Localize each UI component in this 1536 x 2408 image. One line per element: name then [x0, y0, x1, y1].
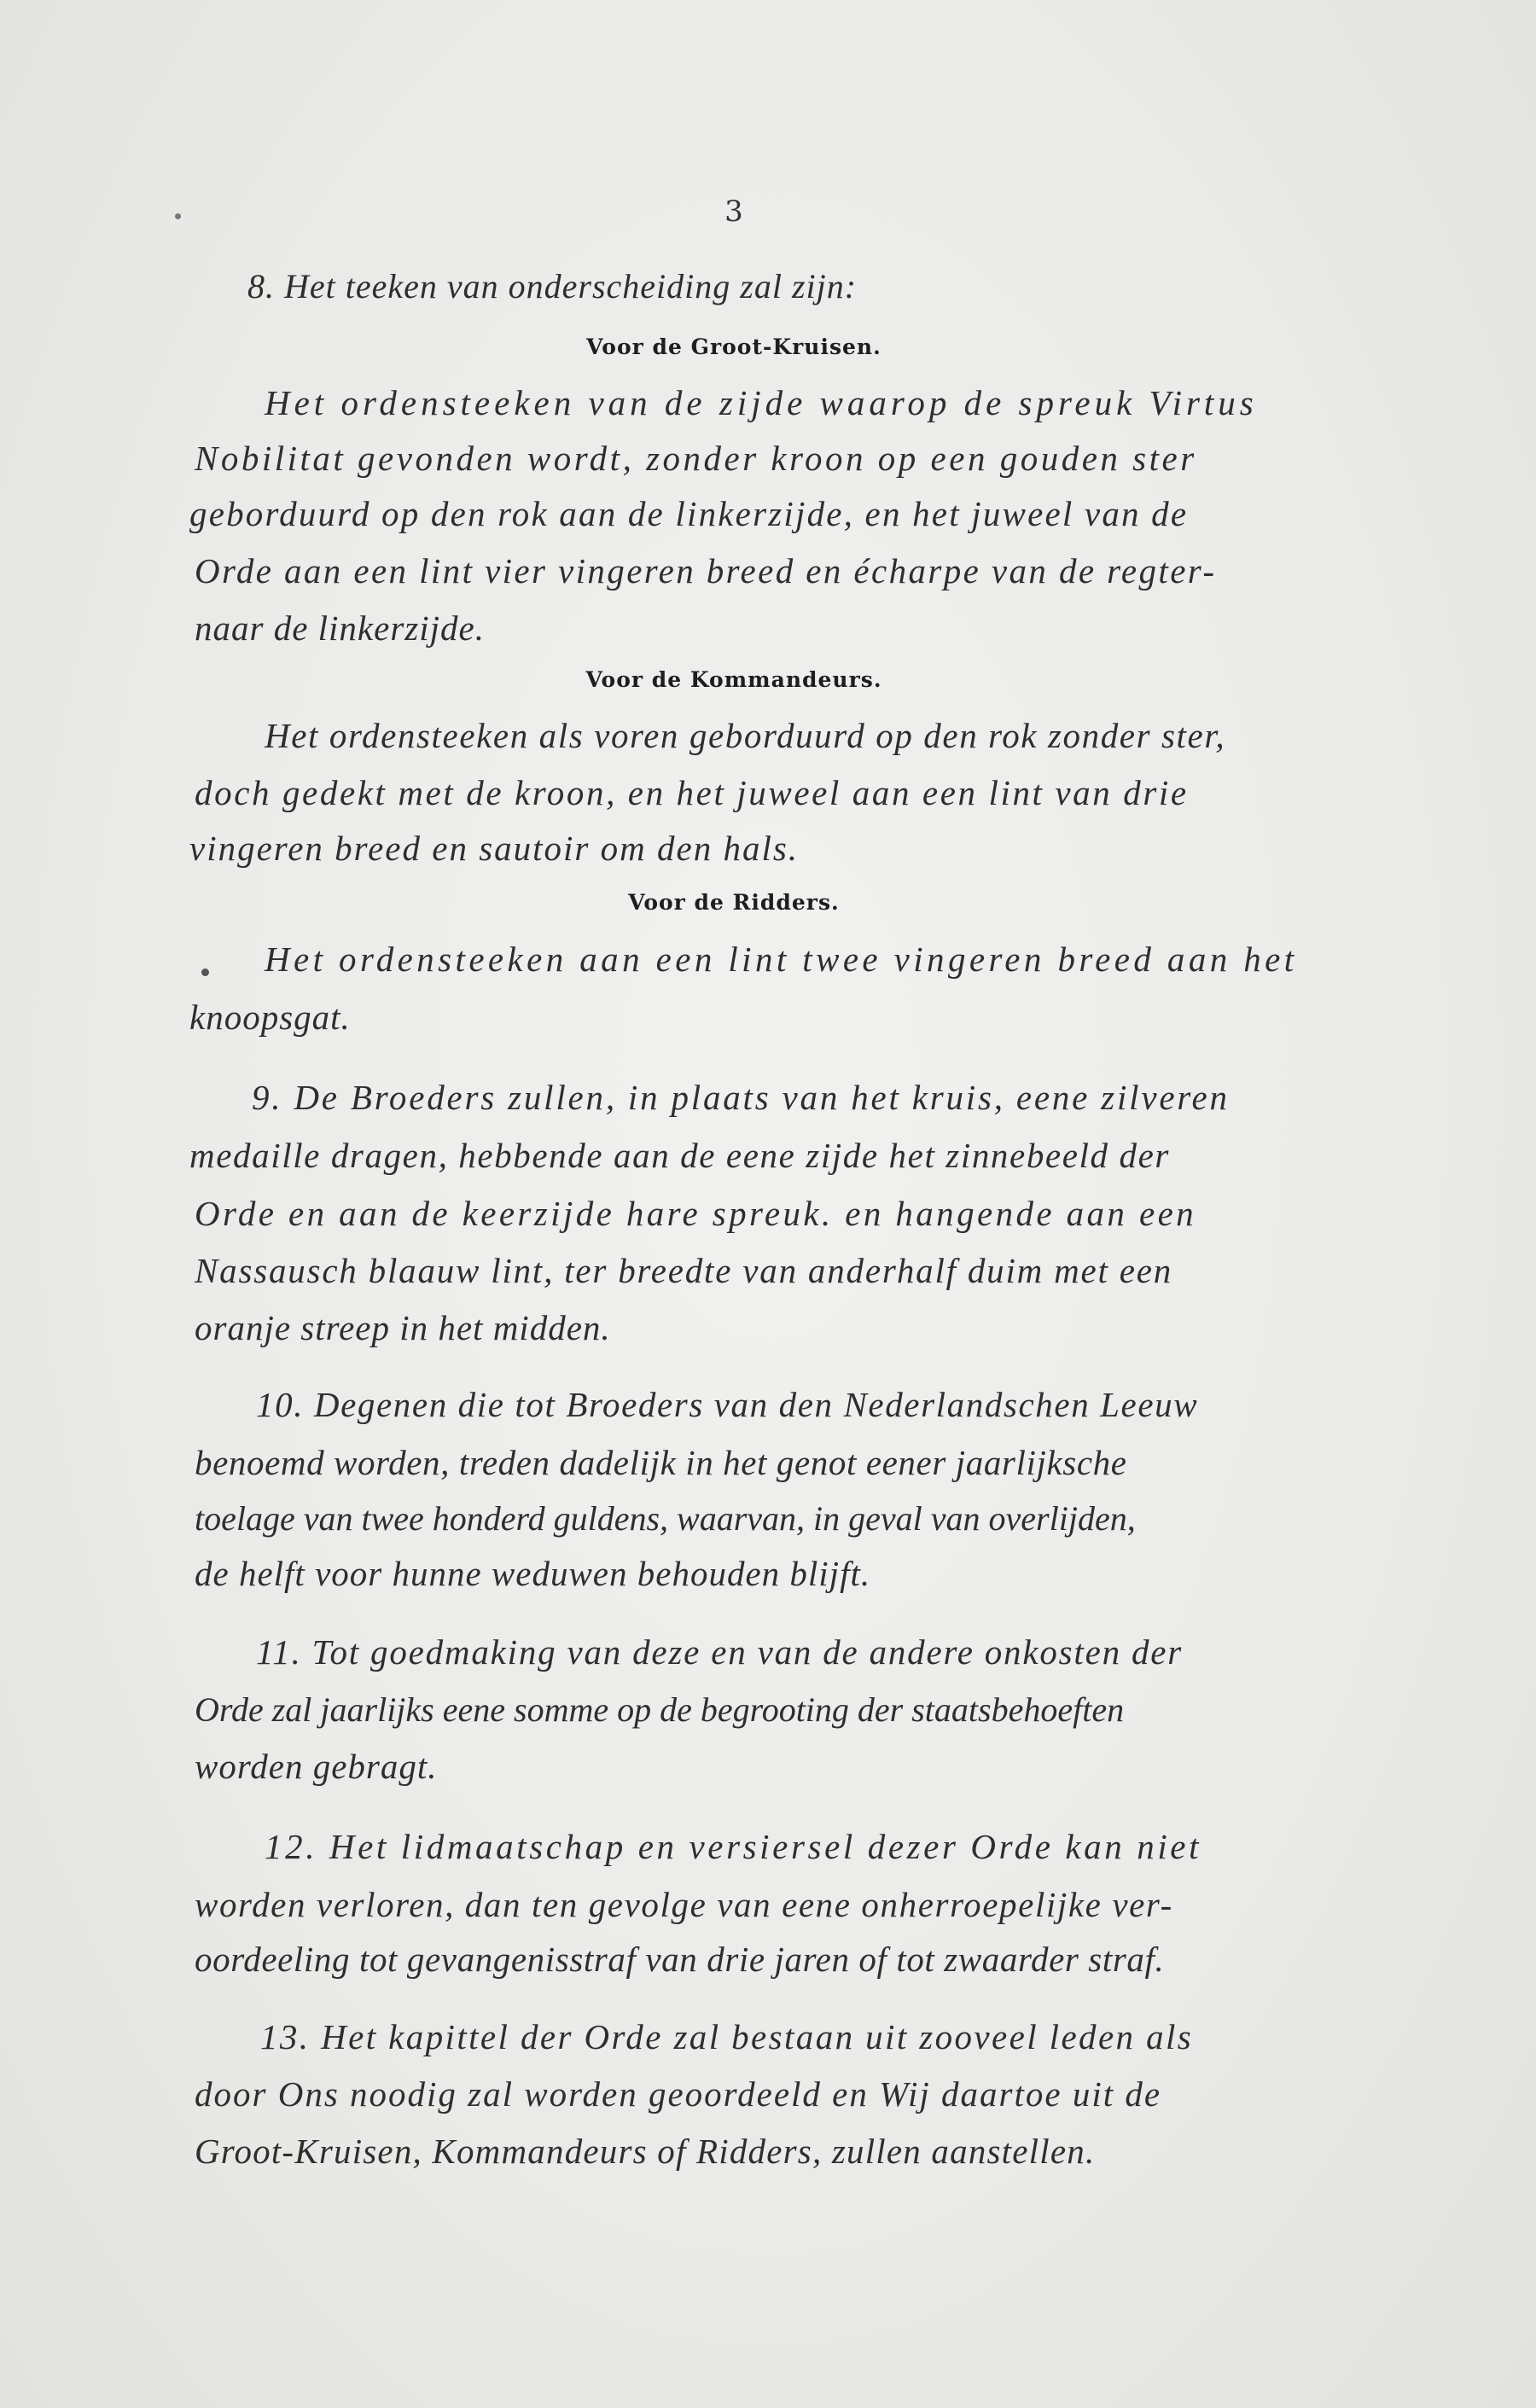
- article-11-line: 11. Tot goedmaking van deze en van de andere onkosten der: [256, 1632, 1183, 1672]
- text-line: oordeeling tot gevangenisstraf van drie jaren of tot zwaarder straf.: [195, 1940, 1165, 1979]
- text-line: benoemd worden, treden dadelijk in het genot eener jaarlijksche: [195, 1443, 1127, 1482]
- article-9-line: 9. De Broeders zullen, in plaats van het kruis, eene zilveren: [252, 1078, 1230, 1117]
- text-line: worden verloren, dan ten gevolge van eene onherroepelijke ver-: [195, 1885, 1173, 1924]
- text-line: medaille dragen, hebbende aan de eene zijde het zinnebeeld der: [189, 1136, 1170, 1175]
- text-line: Orde aan een lint vier vingeren breed en écharpe van de regter-: [195, 551, 1217, 590]
- heading-ridders: Voor de Ridders.: [628, 890, 840, 915]
- text-line: oranje streep in het midden.: [195, 1308, 611, 1347]
- article-8-intro: 8. Het teeken van onderscheiding zal zijn:: [247, 267, 858, 305]
- text-line: vingeren breed en sautoir om den hals.: [189, 829, 800, 868]
- text-line: Het ordensteeken aan een lint twee vingeren breed aan het: [265, 939, 1298, 979]
- page-number: 3: [724, 195, 743, 229]
- text-line: door Ons noodig zal worden geoordeeld en Wij daartoe uit de: [195, 2074, 1162, 2114]
- text-line: Orde zal jaarlijks eene somme op de begrooting der staatsbehoeften: [195, 1690, 1125, 1729]
- text-line: toelage van twee honderd guldens, waarvan, in geval van overlijden,: [195, 1499, 1136, 1538]
- text-line: Nassausch blaauw lint, ter breedte van anderhalf duim met een: [195, 1251, 1173, 1290]
- text-line: doch gedekt met de kroon, en het juweel aan een lint van drie: [195, 773, 1189, 812]
- heading-kommandeurs: Voor de Kommandeurs.: [585, 667, 882, 692]
- article-10-line: 10. Degenen die tot Broeders van den Nederlandschen Leeuw: [256, 1385, 1199, 1424]
- text-line: Het ordensteeken van de zijde waarop de spreuk Virtus: [265, 383, 1258, 422]
- text-line: Groot-Kruisen, Kommandeurs of Ridders, zullen aanstellen.: [195, 2132, 1096, 2171]
- article-13-line: 13. Het kapittel der Orde zal bestaan uit zooveel leden als: [260, 2017, 1194, 2056]
- text-line: Het ordensteeken als voren geborduurd op den rok zonder ster,: [265, 716, 1226, 755]
- text-line: de helft voor hunne weduwen behouden blijft.: [195, 1554, 871, 1593]
- text-line: naar de linkerzijde.: [195, 608, 485, 648]
- text-line: Nobilitat gevonden wordt, zonder kroon op een gouden ster: [195, 439, 1197, 478]
- text-line: geborduurd op den rok aan de linkerzijde, en het juweel van de: [189, 494, 1189, 533]
- text-line: Orde en aan de keerzijde hare spreuk. en hangende aan een: [195, 1194, 1197, 1233]
- text-line: knoopsgat.: [189, 998, 351, 1037]
- heading-groot-kruisen: Voor de Groot-Kruisen.: [586, 334, 881, 359]
- article-12-line: 12. Het lidmaatschap en versiersel dezer Orde kan niet: [265, 1827, 1202, 1866]
- text-line: worden gebragt.: [195, 1747, 438, 1786]
